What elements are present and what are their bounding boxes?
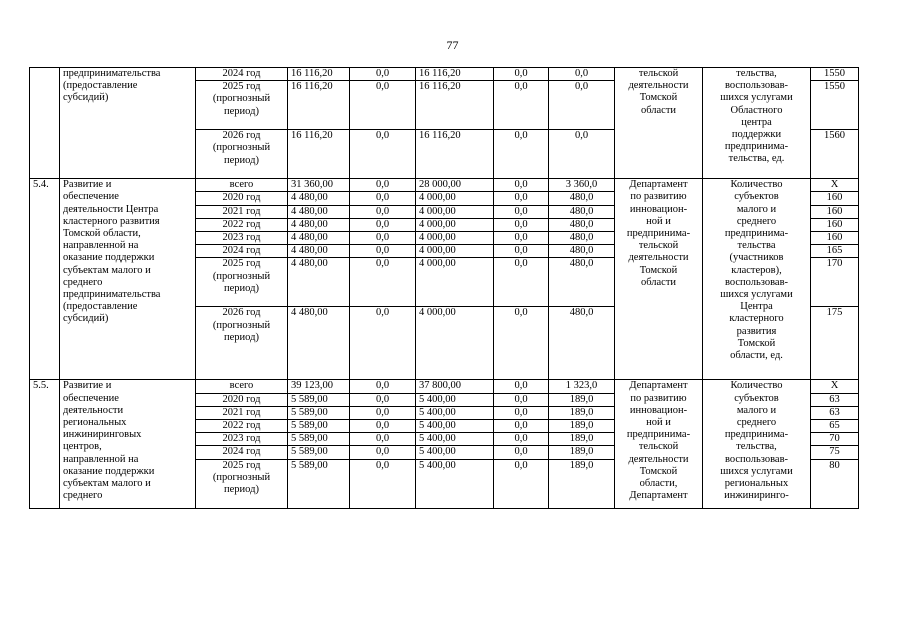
value-cell: 3 360,0 [549,179,615,192]
value-cell: 4 000,00 [416,205,494,218]
value-cell: 4 000,00 [416,307,494,380]
value-cell: 189,0 [549,420,615,433]
indicator-value-cell: 80 [811,459,859,508]
value-cell: 16 116,20 [416,130,494,179]
value-cell: 189,0 [549,446,615,459]
value-cell: 0,0 [494,433,549,446]
executor-cell: Департамент по развитию инновацион- ной и предпринима- тельской деятельности Томской области [615,179,703,380]
value-cell: 5 400,00 [416,406,494,419]
value-cell: 0,0 [494,179,549,192]
year-cell: всего [196,179,288,192]
year-cell: 2022 год [196,218,288,231]
year-cell: всего [196,380,288,393]
indicator-value-cell: 175 [811,307,859,380]
indicator-value-cell: 63 [811,406,859,419]
value-cell: 480,0 [549,307,615,380]
value-cell: 5 400,00 [416,420,494,433]
year-cell: 2020 год [196,393,288,406]
value-cell: 0,0 [494,205,549,218]
value-cell: 189,0 [549,393,615,406]
value-cell: 4 000,00 [416,245,494,258]
value-cell: 4 480,00 [288,245,350,258]
value-cell: 16 116,20 [416,81,494,130]
indicator-name-cell: Количество субъектов малого и среднего предпринима- тельства (участников кластеров), воспользовав- шихся услугами Центра кластерного развития Томской области, ед. [703,179,811,380]
value-cell: 0,0 [494,459,549,508]
value-cell: 4 480,00 [288,307,350,380]
indicator-value-cell: 160 [811,232,859,245]
value-cell: 31 360,00 [288,179,350,192]
indicator-value-cell: 160 [811,218,859,231]
indicator-value-cell: Х [811,179,859,192]
item-number-cell [30,68,60,179]
item-number-cell: 5.4. [30,179,60,380]
value-cell: 5 589,00 [288,420,350,433]
value-cell: 0,0 [350,218,416,231]
year-cell: 2024 год [196,446,288,459]
value-cell: 4 480,00 [288,218,350,231]
indicator-name-cell: тельства, воспользовав- шихся услугами Областного центра поддержки предпринима- тельства, ед. [703,68,811,179]
value-cell: 16 116,20 [288,130,350,179]
year-cell: 2024 год [196,245,288,258]
value-cell: 0,0 [494,446,549,459]
value-cell: 0,0 [350,433,416,446]
value-cell: 5 589,00 [288,446,350,459]
value-cell: 5 589,00 [288,393,350,406]
executor-cell: Департамент по развитию инновацион- ной и предпринима- тельской деятельности Томской области, Департамент [615,380,703,508]
value-cell: 480,0 [549,205,615,218]
value-cell: 0,0 [350,245,416,258]
value-cell: 0,0 [549,68,615,81]
indicator-value-cell: 63 [811,393,859,406]
value-cell: 4 480,00 [288,205,350,218]
value-cell: 4 000,00 [416,232,494,245]
value-cell: 0,0 [494,68,549,81]
value-cell: 5 400,00 [416,446,494,459]
value-cell: 0,0 [494,406,549,419]
value-cell: 0,0 [350,68,416,81]
value-cell: 189,0 [549,406,615,419]
value-cell: 4 000,00 [416,218,494,231]
event-name-cell: Развитие и обеспечение деятельности региональных инжиниринговых центров, направленной на оказание поддержки субъектам малого и среднего [60,380,196,508]
value-cell: 1 323,0 [549,380,615,393]
table-row [30,380,859,393]
value-cell: 39 123,00 [288,380,350,393]
value-cell: 4 000,00 [416,192,494,205]
value-cell: 0,0 [494,393,549,406]
value-cell: 189,0 [549,433,615,446]
indicator-value-cell: 1550 [811,81,859,130]
value-cell: 0,0 [494,218,549,231]
value-cell: 16 116,20 [288,68,350,81]
year-cell: 2026 год (прогнозный период) [196,130,288,179]
value-cell: 0,0 [350,307,416,380]
value-cell: 0,0 [494,307,549,380]
year-cell: 2020 год [196,192,288,205]
value-cell: 0,0 [350,459,416,508]
indicator-value-cell: 65 [811,420,859,433]
year-cell: 2025 год (прогнозный период) [196,459,288,508]
indicator-value-cell: 1560 [811,130,859,179]
page-number: 77 [446,38,459,52]
value-cell: 0,0 [350,393,416,406]
value-cell: 0,0 [494,232,549,245]
value-cell: 0,0 [350,258,416,307]
indicator-value-cell: 160 [811,192,859,205]
value-cell: 0,0 [350,420,416,433]
value-cell: 0,0 [494,192,549,205]
value-cell: 4 480,00 [288,192,350,205]
value-cell: 0,0 [350,130,416,179]
value-cell: 0,0 [350,81,416,130]
event-name-cell: предпринимательства (предоставление субсидий) [60,68,196,179]
value-cell: 0,0 [494,81,549,130]
table-row [30,68,859,81]
indicator-value-cell: 170 [811,258,859,307]
value-cell: 5 589,00 [288,406,350,419]
year-cell: 2025 год (прогнозный период) [196,81,288,130]
value-cell: 0,0 [350,446,416,459]
value-cell: 480,0 [549,258,615,307]
year-cell: 2023 год [196,433,288,446]
value-cell: 0,0 [350,192,416,205]
value-cell: 0,0 [350,179,416,192]
value-cell: 480,0 [549,232,615,245]
value-cell: 5 400,00 [416,433,494,446]
value-cell: 5 589,00 [288,433,350,446]
value-cell: 0,0 [549,130,615,179]
item-number-cell: 5.5. [30,380,60,508]
value-cell: 480,0 [549,218,615,231]
value-cell: 0,0 [350,205,416,218]
indicator-value-cell: 70 [811,433,859,446]
value-cell: 4 480,00 [288,258,350,307]
indicator-value-cell: 1550 [811,68,859,81]
value-cell: 28 000,00 [416,179,494,192]
year-cell: 2021 год [196,205,288,218]
value-cell: 5 589,00 [288,459,350,508]
value-cell: 0,0 [350,232,416,245]
value-cell: 480,0 [549,192,615,205]
year-cell: 2024 год [196,68,288,81]
indicator-value-cell: Х [811,380,859,393]
value-cell: 189,0 [549,459,615,508]
value-cell: 480,0 [549,245,615,258]
year-cell: 2022 год [196,420,288,433]
value-cell: 16 116,20 [416,68,494,81]
indicator-value-cell: 160 [811,205,859,218]
event-name-cell: Развитие и обеспечение деятельности Центра кластерного развития Томской области, направленной на оказание поддержки субъектам малого и среднего предпринимательства (предоставление субсидий) [60,179,196,380]
indicator-value-cell: 75 [811,446,859,459]
value-cell: 0,0 [494,420,549,433]
value-cell: 0,0 [494,245,549,258]
value-cell: 5 400,00 [416,459,494,508]
value-cell: 4 480,00 [288,232,350,245]
year-cell: 2023 год [196,232,288,245]
value-cell: 5 400,00 [416,393,494,406]
value-cell: 37 800,00 [416,380,494,393]
value-cell: 0,0 [549,81,615,130]
year-cell: 2021 год [196,406,288,419]
value-cell: 0,0 [494,380,549,393]
value-cell: 0,0 [494,258,549,307]
value-cell: 0,0 [350,380,416,393]
value-cell: 0,0 [350,406,416,419]
year-cell: 2025 год (прогнозный период) [196,258,288,307]
table-row [30,179,859,192]
value-cell: 0,0 [494,130,549,179]
year-cell: 2026 год (прогнозный период) [196,307,288,380]
value-cell: 16 116,20 [288,81,350,130]
program-table [29,67,859,509]
value-cell: 4 000,00 [416,258,494,307]
executor-cell: тельской деятельности Томской области [615,68,703,179]
indicator-value-cell: 165 [811,245,859,258]
indicator-name-cell: Количество субъектов малого и среднего предпринима- тельства, воспользовав- шихся услугами региональных инжиниринго- [703,380,811,508]
